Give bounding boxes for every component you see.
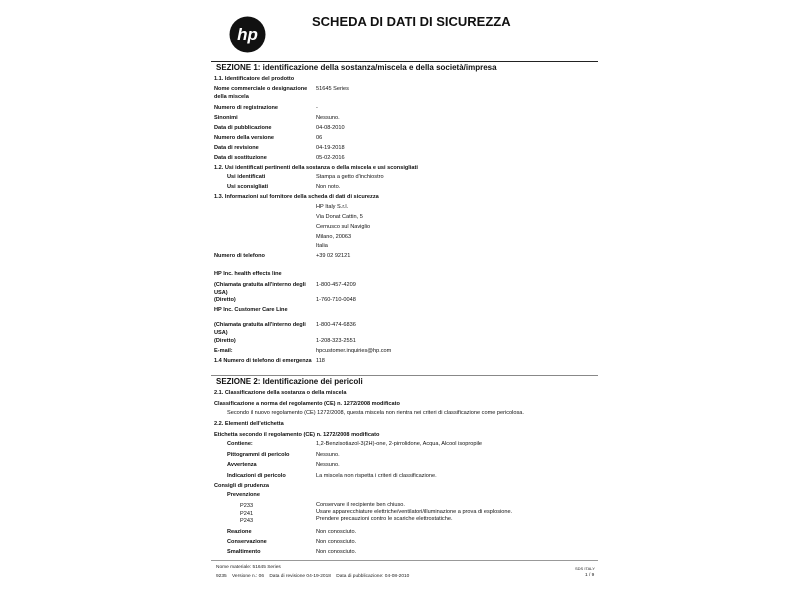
footer-material: Nome materiale: 51645 Series xyxy=(216,565,281,570)
subsection-1-3: 1.3. Informazioni sul fornitore della scheda di dati di sicurezza xyxy=(214,194,379,200)
address-line: Italia xyxy=(316,243,328,249)
subsection-1-1: 1.1. Identificatore del prodotto xyxy=(214,76,295,82)
precaution-row-label: Conservazione xyxy=(227,539,267,545)
section-1-title: SEZIONE 1: identificazione della sostanza/miscela e della società/impresa xyxy=(216,63,497,72)
page-number: 1 / 9 xyxy=(585,573,595,578)
subsection-2-2: 2.2. Elementi dell'etichetta xyxy=(214,421,284,427)
phone-value: +39 02 92121 xyxy=(316,253,351,259)
address-line: Milano, 20063 xyxy=(316,234,352,240)
row-value: - xyxy=(316,105,318,111)
address-line: Via Donat Cattin, 5 xyxy=(316,214,363,220)
row-value: Nessuno. xyxy=(316,115,340,121)
emergency-value: 118 xyxy=(316,358,325,364)
row-value: 06 xyxy=(316,135,323,141)
contact-label: (Diretto) xyxy=(214,297,236,303)
row-value: 51645 Series xyxy=(316,86,349,92)
row-label: Numero della versione xyxy=(214,135,274,141)
contact-label: (Diretto) xyxy=(214,338,236,344)
row-value: Non noto. xyxy=(316,184,341,190)
row-label: Usi identificati xyxy=(227,174,266,180)
precaution-code: P243 xyxy=(240,518,254,524)
precaution-row-label: Reazione xyxy=(227,529,252,535)
row-value: 04-08-2010 xyxy=(316,125,345,131)
health-line-label: HP Inc. health effects line xyxy=(214,271,282,277)
precaution-text: Conservare il recipiente ben chiuso. xyxy=(316,502,405,508)
contact-value: 1-800-457-4209 xyxy=(316,282,356,288)
title-divider xyxy=(211,61,598,62)
precaution-text: Usare apparecchiature elettriche/ventilatori/illuminazione a prova di esplosione. xyxy=(316,509,513,515)
section-2-title: SEZIONE 2: Identificazione dei pericoli xyxy=(216,377,363,386)
hp-logo xyxy=(229,16,266,53)
precaution-code: P241 xyxy=(240,511,254,517)
address-line: HP Italy S.r.l. xyxy=(316,204,349,210)
contact-value: 1-800-474-6836 xyxy=(316,322,356,328)
footer-region: SDS ITALY xyxy=(575,566,595,571)
subsection-2-1: 2.1. Classificazione della sostanza o della miscela xyxy=(214,390,347,396)
row-label: Usi sconsigliati xyxy=(227,184,269,190)
label-row-label: Pittogrammi di pericolo xyxy=(227,452,290,458)
precaution-code: P233 xyxy=(240,503,254,509)
row-value: 04-19-2018 xyxy=(316,145,345,151)
prudence-heading: Consigli di prudenza xyxy=(214,483,270,489)
precaution-row-value: Non conosciuto. xyxy=(316,549,357,555)
row-label: Numero di registrazione xyxy=(214,105,279,111)
precaution-row-value: Non conosciuto. xyxy=(316,539,357,545)
precaution-row-value: Non conosciuto. xyxy=(316,529,357,535)
label-heading: Etichetta secondo il regolamento (CE) n. 1272/2008 modificato xyxy=(214,432,380,438)
footer-info: 9235 Versione n.: 06 Data di revisione 04-19-2018 Data di pubblicazione: 04-08-2010 xyxy=(216,574,410,579)
emergency-label: 1.4 Numero di telefono di emergenza xyxy=(214,358,312,364)
section-divider xyxy=(211,375,598,376)
label-row-label: Indicazioni di pericolo xyxy=(227,473,286,479)
contact-value: 1-760-710-0048 xyxy=(316,297,356,303)
document-title: SCHEDA DI DATI DI SICUREZZA xyxy=(312,14,511,29)
precaution-row-label: Smaltimento xyxy=(227,549,261,555)
row-label: Data di sostituzione xyxy=(214,155,267,161)
classification-heading: Classificazione a norma del regolamento (CE) n. 1272/2008 modificato xyxy=(214,401,400,407)
contact-label: (Chiamata gratuita all'interno degli USA) xyxy=(214,322,306,336)
phone-label: Numero di telefono xyxy=(214,253,265,259)
label-row-value: La miscela non rispetta i criteri di classificazione. xyxy=(316,473,437,479)
label-row-value: Nessuno. xyxy=(316,462,340,468)
row-label: Data di revisione xyxy=(214,145,259,151)
label-row-label: Avvertenza xyxy=(227,462,257,468)
row-label: Data di pubblicazione xyxy=(214,125,272,131)
hp-logo-text: hp xyxy=(237,25,258,44)
footer-divider xyxy=(211,560,598,561)
address-line: Cernusco sul Naviglio xyxy=(316,224,371,230)
contact-value: 1-208-323-2551 xyxy=(316,338,356,344)
contact-label: (Chiamata gratuita all'interno degli USA) xyxy=(214,282,306,296)
classification-text: Secondo il nuovo regolamento (CE) 1272/2008, questa miscela non rientra nei criteri di classificazione come pericolosa. xyxy=(227,410,524,416)
row-label: Sinonimi xyxy=(214,115,238,121)
email-label: E-mail: xyxy=(214,348,233,354)
row-label: Nome commerciale o designazione della miscela xyxy=(214,86,308,100)
row-value: 05-02-2016 xyxy=(316,155,345,161)
label-row-label: Contiene: xyxy=(227,441,253,447)
subsection-1-2: 1.2. Usi identificati pertinenti della sostanza o della miscela e usi sconsigliati xyxy=(214,165,418,171)
label-row-value: Nessuno. xyxy=(316,452,340,458)
row-value: Stampa a getto d'inchiostro xyxy=(316,174,384,180)
email-value[interactable]: hpcustomer.inquiries@hp.com xyxy=(316,348,392,354)
contact-label: HP Inc. Customer Care Line xyxy=(214,307,288,313)
precaution-text: Prendere precauzioni contro le scariche elettrostatiche. xyxy=(316,516,453,522)
label-row-value: 1,2-Benzisotiazol-3(2H)-one, 2-pirrolidone, Acqua, Alcool isopropile xyxy=(316,441,483,447)
prevention-heading: Prevenzione xyxy=(227,492,260,498)
